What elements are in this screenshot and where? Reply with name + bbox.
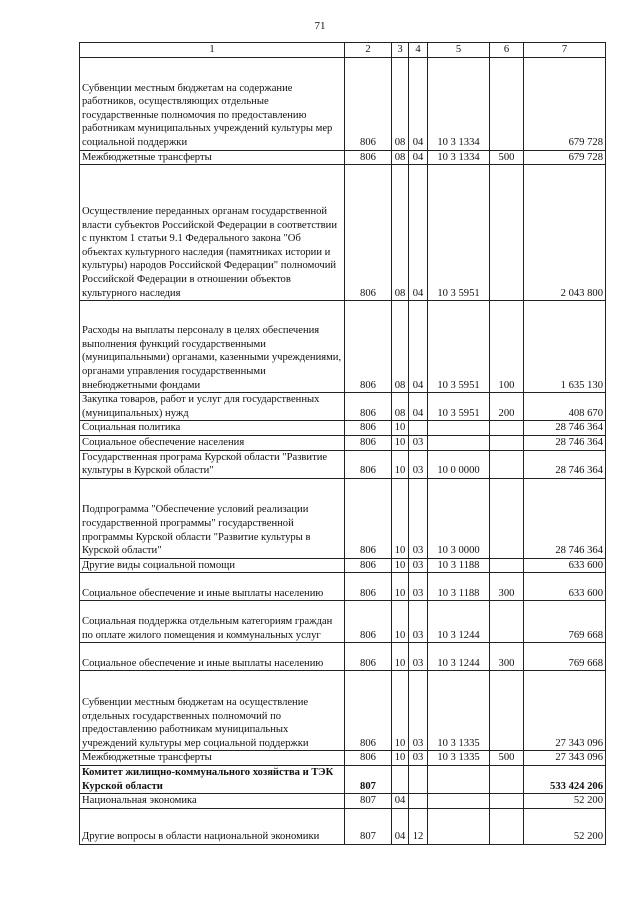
header-col-5: 5: [428, 43, 490, 58]
row-amount: 633 600: [524, 573, 606, 601]
row-csr-code: 10 3 5951: [428, 393, 490, 421]
row-name: Социальное обеспечение и иные выплаты населению: [80, 573, 345, 601]
table-row: [80, 573, 606, 601]
row-pr-code: 03: [409, 643, 428, 671]
row-vr-code: [490, 57, 524, 150]
row-rz-code: 08: [392, 301, 409, 393]
table-row: [80, 601, 606, 643]
row-gr-code: 806: [345, 421, 392, 436]
row-csr-code: 10 3 1244: [428, 643, 490, 671]
row-csr-code: 10 3 1188: [428, 558, 490, 573]
row-pr-code: [409, 794, 428, 809]
row-csr-code: 10 3 1334: [428, 150, 490, 165]
row-rz-code: [392, 765, 409, 793]
row-amount: 633 600: [524, 558, 606, 573]
table-row: [80, 165, 606, 301]
row-name: Закупка товаров, работ и услуг для государственных (муниципальных) нужд: [80, 393, 345, 421]
row-vr-code: [490, 808, 524, 844]
row-rz-code: 04: [392, 794, 409, 809]
table-row: [80, 558, 606, 573]
row-gr-code: 806: [345, 643, 392, 671]
row-rz-code: 10: [392, 478, 409, 558]
row-rz-code: 10: [392, 671, 409, 751]
row-pr-code: 04: [409, 150, 428, 165]
row-rz-code: 10: [392, 573, 409, 601]
table-row: [80, 450, 606, 478]
row-vr-code: [490, 765, 524, 793]
header-col-4: 4: [409, 43, 428, 58]
table-row: [80, 478, 606, 558]
row-vr-code: 300: [490, 573, 524, 601]
header-col-2: 2: [345, 43, 392, 58]
row-amount: 769 668: [524, 601, 606, 643]
row-gr-code: 806: [345, 558, 392, 573]
row-vr-code: [490, 601, 524, 643]
row-pr-code: 04: [409, 301, 428, 393]
row-amount: 769 668: [524, 643, 606, 671]
row-rz-code: 10: [392, 601, 409, 643]
row-name: Социальное обеспечение и иные выплаты населению: [80, 643, 345, 671]
row-csr-code: [428, 808, 490, 844]
row-name: Расходы на выплаты персоналу в целях обеспечения выполнения функций государственными (муниципальными) органами, казенными учреждениями, органами управления государственными внебюджетными фондами: [80, 301, 345, 393]
row-vr-code: 500: [490, 150, 524, 165]
header-row: [80, 43, 606, 58]
table-row: [80, 150, 606, 165]
row-gr-code: 806: [345, 301, 392, 393]
table-row: [80, 301, 606, 393]
row-rz-code: 10: [392, 558, 409, 573]
row-name: Подпрограмма "Обеспечение условий реализации государственной программы" государственной программы Курской области "Развитие культуры в Курской области": [80, 478, 345, 558]
row-csr-code: 10 3 0000: [428, 478, 490, 558]
header-col-3: 3: [392, 43, 409, 58]
row-name: Межбюджетные трансферты: [80, 751, 345, 766]
row-gr-code: 806: [345, 165, 392, 301]
table-body: [80, 57, 606, 844]
table-row: [80, 671, 606, 751]
row-csr-code: [428, 765, 490, 793]
row-csr-code: 10 3 1188: [428, 573, 490, 601]
row-amount: 1 635 130: [524, 301, 606, 393]
row-name: Субвенции местным бюджетам на осуществление отдельных государственных полномочий по предоставлению работникам муниципальных учреждений культуры мер социальной поддержки: [80, 671, 345, 751]
row-pr-code: 03: [409, 450, 428, 478]
row-vr-code: [490, 671, 524, 751]
row-gr-code: 806: [345, 450, 392, 478]
row-pr-code: 12: [409, 808, 428, 844]
row-rz-code: 10: [392, 643, 409, 671]
row-amount: 28 746 364: [524, 421, 606, 436]
row-amount: 2 043 800: [524, 165, 606, 301]
row-rz-code: 08: [392, 165, 409, 301]
row-vr-code: [490, 794, 524, 809]
budget-table: [79, 42, 606, 845]
row-pr-code: [409, 421, 428, 436]
row-pr-code: 03: [409, 558, 428, 573]
row-name: Субвенции местным бюджетам на содержание работников, осуществляющих отдельные государственные полномочия по предоставлению работникам муниципальных учреждений культуры мер социальной поддержки: [80, 57, 345, 150]
row-amount: 408 670: [524, 393, 606, 421]
row-amount: 533 424 206: [524, 765, 606, 793]
row-vr-code: 500: [490, 751, 524, 766]
row-gr-code: 806: [345, 478, 392, 558]
row-gr-code: 806: [345, 393, 392, 421]
table-row: [80, 393, 606, 421]
row-csr-code: [428, 421, 490, 436]
header-col-1: 1: [80, 43, 345, 58]
row-name: Комитет жилищно-коммунального хозяйства и ТЭК Курской области: [80, 765, 345, 793]
row-rz-code: 04: [392, 808, 409, 844]
row-gr-code: 806: [345, 751, 392, 766]
row-name: Другие виды социальной помощи: [80, 558, 345, 573]
row-amount: 52 200: [524, 808, 606, 844]
row-vr-code: [490, 165, 524, 301]
table-row: [80, 794, 606, 809]
row-vr-code: [490, 558, 524, 573]
row-pr-code: [409, 765, 428, 793]
row-name: Государственная програма Курской области "Развитие культуры в Курской области": [80, 450, 345, 478]
row-name: Социальная поддержка отдельным категориям граждан по оплате жилого помещения и коммунальных услуг: [80, 601, 345, 643]
row-pr-code: 04: [409, 57, 428, 150]
row-gr-code: 806: [345, 57, 392, 150]
row-amount: 52 200: [524, 794, 606, 809]
table-row: [80, 435, 606, 450]
row-pr-code: 03: [409, 601, 428, 643]
row-pr-code: 03: [409, 573, 428, 601]
row-amount: 679 728: [524, 57, 606, 150]
row-rz-code: 08: [392, 57, 409, 150]
table-row: [80, 751, 606, 766]
row-vr-code: [490, 435, 524, 450]
page-number: 71: [314, 20, 326, 32]
table-row: [80, 421, 606, 436]
row-gr-code: 807: [345, 808, 392, 844]
row-gr-code: 807: [345, 765, 392, 793]
row-rz-code: 08: [392, 393, 409, 421]
row-name: Социальное обеспечение населения: [80, 435, 345, 450]
row-gr-code: 806: [345, 573, 392, 601]
row-gr-code: 806: [345, 435, 392, 450]
row-gr-code: 806: [345, 150, 392, 165]
table-row: [80, 643, 606, 671]
row-vr-code: [490, 450, 524, 478]
row-pr-code: 03: [409, 671, 428, 751]
row-amount: 27 343 096: [524, 671, 606, 751]
row-rz-code: 10: [392, 751, 409, 766]
row-pr-code: 04: [409, 393, 428, 421]
row-csr-code: [428, 435, 490, 450]
row-vr-code: [490, 421, 524, 436]
table-row: [80, 57, 606, 150]
table-row: [80, 765, 606, 793]
row-rz-code: 08: [392, 150, 409, 165]
row-csr-code: 10 3 1335: [428, 671, 490, 751]
row-csr-code: 10 3 5951: [428, 301, 490, 393]
row-csr-code: 10 3 1244: [428, 601, 490, 643]
row-rz-code: 10: [392, 435, 409, 450]
row-vr-code: 300: [490, 643, 524, 671]
row-name: Социальная политика: [80, 421, 345, 436]
header-col-6: 6: [490, 43, 524, 58]
row-rz-code: 10: [392, 450, 409, 478]
row-csr-code: 10 3 5951: [428, 165, 490, 301]
row-csr-code: 10 3 1334: [428, 57, 490, 150]
row-gr-code: 807: [345, 794, 392, 809]
row-csr-code: [428, 794, 490, 809]
row-gr-code: 806: [345, 601, 392, 643]
row-name: Межбюджетные трансферты: [80, 150, 345, 165]
row-amount: 28 746 364: [524, 478, 606, 558]
header-col-7: 7: [524, 43, 606, 58]
row-amount: 27 343 096: [524, 751, 606, 766]
row-pr-code: 03: [409, 435, 428, 450]
row-vr-code: 200: [490, 393, 524, 421]
row-csr-code: 10 0 0000: [428, 450, 490, 478]
row-pr-code: 03: [409, 751, 428, 766]
row-csr-code: 10 3 1335: [428, 751, 490, 766]
row-pr-code: 03: [409, 478, 428, 558]
row-amount: 28 746 364: [524, 450, 606, 478]
row-vr-code: [490, 478, 524, 558]
row-amount: 28 746 364: [524, 435, 606, 450]
row-pr-code: 04: [409, 165, 428, 301]
row-gr-code: 806: [345, 671, 392, 751]
row-name: Осуществление переданных органам государственной власти субъектов Российской Федерации в соответствии с пунктом 1 статьи 9.1 Федерального закона "Об объектах культурного наследия (памятниках истории и культуры) народов Российской Федерации" полномочий Российской Федерации в отношении объектов культурного наследия: [80, 165, 345, 301]
row-name: Национальная экономика: [80, 794, 345, 809]
row-rz-code: 10: [392, 421, 409, 436]
row-vr-code: 100: [490, 301, 524, 393]
table-row: [80, 808, 606, 844]
row-amount: 679 728: [524, 150, 606, 165]
row-name: Другие вопросы в области национальной экономики: [80, 808, 345, 844]
